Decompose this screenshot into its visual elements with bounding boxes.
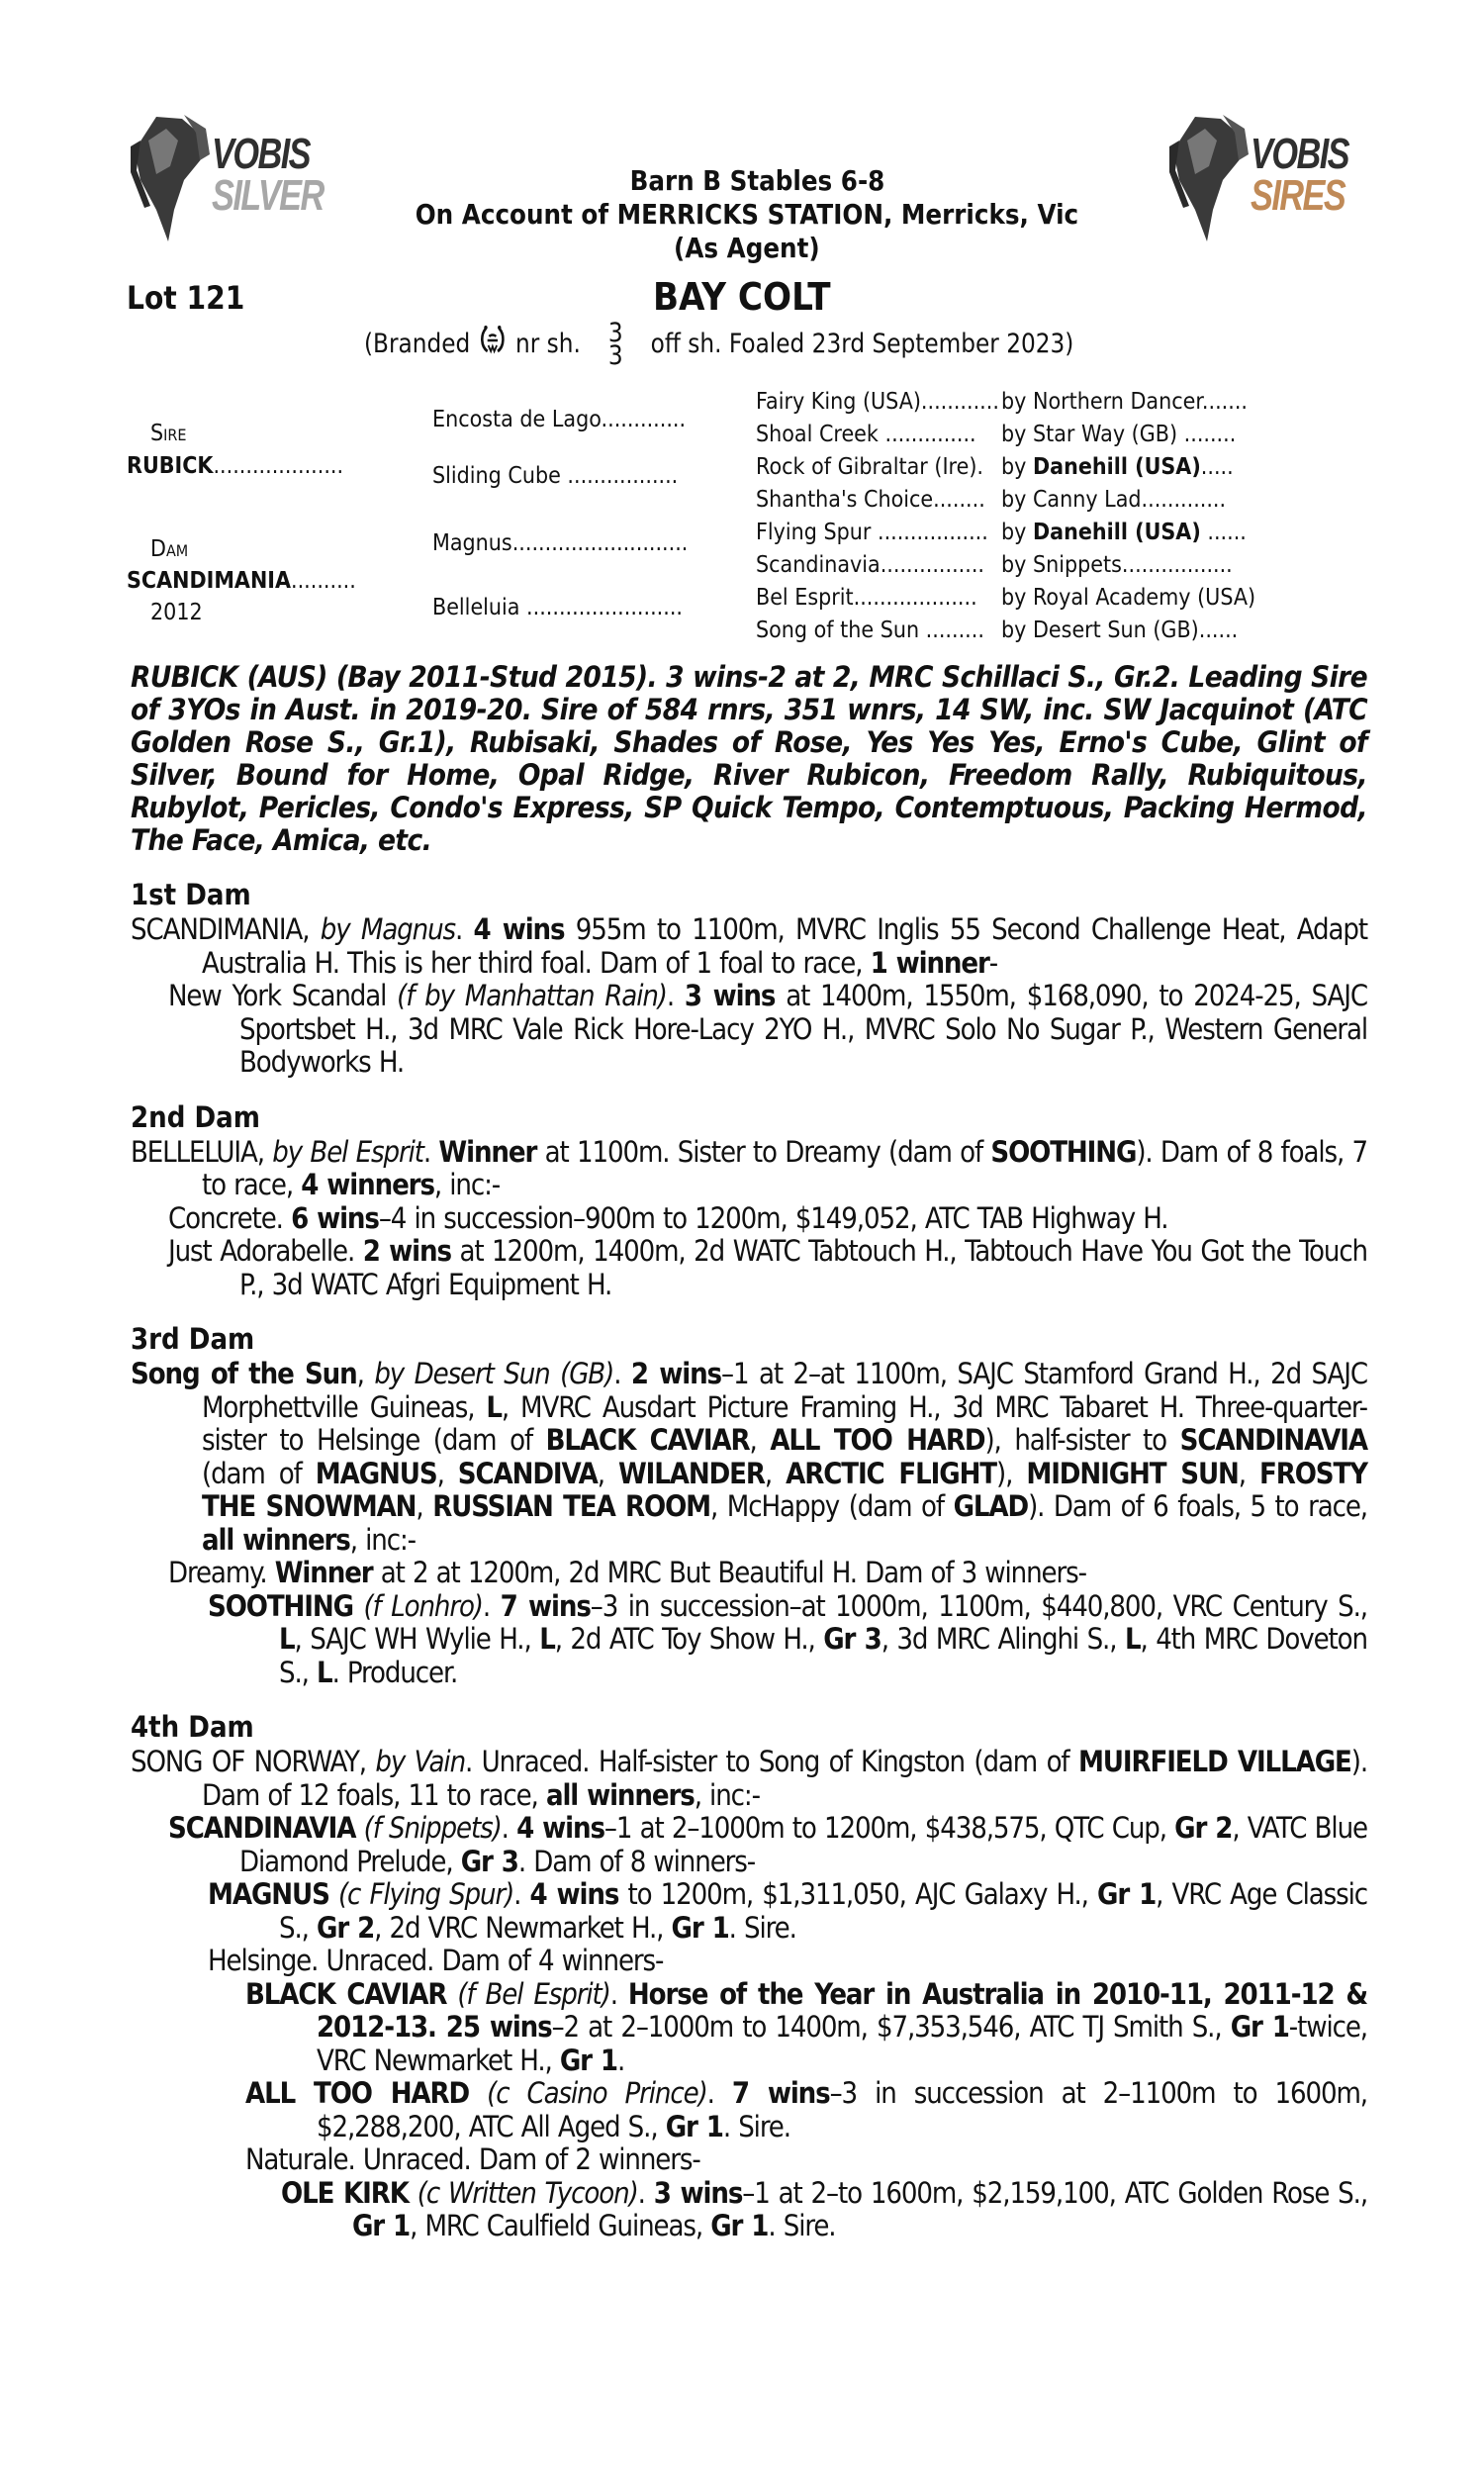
brand-off-side-and-foaled: off sh. Foaled 23rd September 2023) — [650, 329, 1074, 359]
dam-heading: 3rd Dam — [131, 1322, 255, 1356]
family-entry: MAGNUS (c Flying Spur). 4 wins to 1200m, $1,311,050, AJC Galaxy H., Gr 1, VRC Age Classic S., Gr 2, 2d VRC Newmarket H., Gr 1. Sire. — [208, 1877, 1367, 1945]
sire-of-ancestor: Danehill (USA) — [1032, 520, 1201, 545]
great-grandparent — [756, 618, 1010, 643]
great-grandparent-sire — [1001, 487, 1251, 513]
logo-right-line2: SIRES — [1251, 171, 1345, 220]
sire-of-ancestor: Star Way (GB) — [1032, 422, 1178, 447]
great-grandparent-name: Shoal Creek .............. — [756, 422, 976, 447]
vendor-note — [287, 232, 1207, 264]
dam-name-text: SCANDIMANIA — [127, 568, 292, 594]
sire-of-ancestor: Canny Lad — [1032, 487, 1142, 513]
vendor-line — [287, 198, 1207, 231]
dam-section — [131, 1101, 1367, 1302]
family-entry: Just Adorabelle. 2 wins at 1200m, 1400m, 2d WATC Tabtouch H., Tabtouch Have You Got the Touch P., 3d WATC Afgri Equipment H. — [168, 1234, 1367, 1301]
great-grandparent-name: Shantha's Choice........ — [756, 487, 985, 513]
by-prefix: by — [1001, 389, 1033, 415]
family-entry: SCANDIMANIA, by Magnus. 4 wins 955m to 1100m, MVRC Inglis 55 Second Challenge Heat, Adapt Australia H. This is her third foal. Dam of 1 foal to race, 1 winner- — [131, 912, 1367, 980]
family-entry: BELLELUIA, by Bel Esprit. Winner at 1100m. Sister to Dreamy (dam of SOOTHING). Dam of 8 foals, 7 to race, 4 winners, inc:- — [131, 1134, 1368, 1201]
leader-dots: ............. — [601, 407, 687, 432]
grandparent-name: Belleluia — [432, 595, 520, 620]
family-entry: ALL TOO HARD (c Casino Prince). 7 wins–3 in succession at 2–1100m to 1600m, $2,288,200, ATC All Aged S., Gr 1. Sire. — [245, 2076, 1367, 2143]
horse-rider-emblem-icon — [127, 111, 216, 249]
dam-section — [131, 879, 1367, 1080]
sire-of-ancestor: Danehill (USA) — [1032, 454, 1201, 480]
dam-section — [131, 1323, 1367, 1689]
sire-of-ancestor: Royal Academy (USA) — [1032, 585, 1256, 611]
great-grandparent-sire — [1001, 552, 1258, 578]
dam-heading: 2nd Dam — [131, 1099, 260, 1134]
family-entry: New York Scandal (f by Manhattan Rain). 3 wins at 1400m, 1550m, $168,090, to 2024-25, SAJC Sportsbet H., 3d MRC Vale Rick Hore-Lacy 2YO H., MVRC Solo No Sugar P., Western General Bodyworks H. — [168, 979, 1368, 1079]
logo-right-line1: VOBIS — [1251, 130, 1348, 178]
grandparent — [432, 463, 705, 489]
sire-name — [127, 453, 367, 479]
family-entry: Dreamy. Winner at 2 at 1200m, 2d MRC But Beautiful H. Dam of 3 winners- — [168, 1556, 1086, 1589]
great-grandparent-sire — [1001, 520, 1273, 545]
dam-dots: .......... — [291, 568, 356, 594]
grandparent-name: Magnus — [432, 530, 512, 556]
by-prefix: by — [1001, 520, 1033, 545]
leader-dots: ............. — [1141, 487, 1227, 513]
great-grandparent — [756, 520, 1014, 545]
great-grandparent — [756, 454, 1009, 480]
great-grandparent-name: Scandinavia................ — [756, 552, 984, 578]
family-entry: Concrete. 6 wins–4 in succession–900m to 1200m, $149,052, ATC TAB Highway H. — [168, 1200, 1168, 1235]
leader-dots: ....... — [1201, 389, 1249, 415]
logo-left-line1: VOBIS — [212, 130, 310, 178]
great-grandparent-sire — [1001, 618, 1264, 643]
great-grandparent-name: Flying Spur ................. — [756, 520, 988, 545]
catalogue-body — [131, 661, 1367, 2243]
vendor-note-text: (As Agent) — [674, 232, 820, 264]
lot-number-text: Lot 121 — [127, 279, 245, 317]
great-grandparent-sire — [1001, 454, 1259, 480]
family-entry: BLACK CAVIAR (f Bel Esprit). Horse of the Year in Australia in 2010-11, 2011-12 & 2012-13. 25 wins–2 at 2–1000m to 1400m, $7,353,546, ATC TJ Smith S., Gr 1-twice, VRC Newmarket H., Gr 1. — [245, 1976, 1368, 2077]
grandparent-name: Encosta de Lago — [432, 407, 602, 432]
leader-dots: ........................... — [511, 530, 689, 556]
great-grandparent-name: Rock of Gibraltar (Ire). — [756, 454, 984, 480]
great-grandparent — [756, 552, 1010, 578]
great-grandparent-sire — [1001, 585, 1284, 611]
family-entry: Naturale. Unraced. Dam of 2 winners- — [245, 2142, 700, 2176]
vendor-text: On Account of MERRICKS STATION, Merricks, Vic — [415, 198, 1079, 231]
sire-dots: .................... — [213, 453, 344, 479]
sire-label: Sire — [150, 421, 187, 446]
sire-of-ancestor: Snippets — [1032, 552, 1122, 578]
family-entry: SONG OF NORWAY, by Vain. Unraced. Half-sister to Song of Kingston (dam of MUIRFIELD VILLAGE). Dam of 12 foals, 11 to race, all winners, inc:- — [131, 1745, 1367, 1812]
sire-name-text: RUBICK — [127, 453, 214, 479]
great-grandparent — [756, 487, 1011, 513]
dam-year: 2012 — [150, 600, 203, 625]
great-grandparent-sire — [1001, 422, 1262, 447]
family-entry: SOOTHING (f Lonhro). 7 wins–3 in succession–at 1000m, 1100m, $440,800, VRC Century S., L, SAJC WH Wylie H., L, 2d ATC Toy Show H., Gr 3, 3d MRC Alinghi S., L, 4th MRC Doveton S., L. Producer. — [208, 1588, 1367, 1689]
leader-dots: ........ — [1177, 422, 1237, 447]
great-grandparent-sire — [1001, 389, 1275, 415]
dam-label: Dam — [150, 536, 189, 562]
dam-name — [127, 568, 382, 594]
great-grandparent-name: Fairy King (USA)............ — [756, 389, 999, 415]
leader-dots: ................. — [560, 463, 679, 489]
leader-dots: ..... — [1200, 454, 1234, 480]
great-grandparent — [756, 389, 1026, 415]
by-prefix: by — [1001, 454, 1033, 480]
horse-description-text: BAY COLT — [653, 275, 831, 319]
by-prefix: by — [1001, 585, 1033, 611]
dam-section — [131, 1711, 1367, 2243]
leader-dots: ...... — [1198, 618, 1239, 643]
brand-denominator: 3 — [607, 339, 623, 371]
great-grandparent — [756, 585, 1002, 611]
dam-sections — [131, 879, 1367, 2243]
grandparent-name: Sliding Cube — [432, 463, 561, 489]
by-prefix: by — [1001, 552, 1033, 578]
great-grandparent-name: Bel Esprit................... — [756, 585, 977, 611]
sire-of-ancestor: Desert Sun (GB) — [1032, 618, 1199, 643]
by-prefix: by — [1001, 487, 1033, 513]
brand-near-side: nr sh. — [514, 329, 581, 359]
lot-number — [127, 279, 261, 317]
great-grandparent-name: Song of the Sun ......... — [756, 618, 984, 643]
grandparent — [432, 407, 714, 432]
leader-dots: ...... — [1200, 520, 1247, 545]
family-entry: OLE KIRK (c Written Tycoon). 3 wins–1 at 2–to 1600m, $2,159,100, ATC Golden Rose S., Gr 1, MRC Caulfield Guineas, Gr 1. Sire. — [281, 2175, 1368, 2242]
grandparent — [432, 595, 710, 620]
sire-of-ancestor: Northern Dancer — [1032, 389, 1202, 415]
logo-left-line2: SILVER — [212, 171, 324, 220]
brand-prefix: (Branded — [364, 329, 471, 359]
leader-dots: ................. — [1121, 552, 1233, 578]
leader-dots: ........................ — [519, 595, 683, 620]
brand-and-foaling-line — [364, 317, 1189, 371]
family-entry: Song of the Sun, by Desert Sun (GB). 2 wins–1 at 2–at 1100m, SAJC Stamford Grand H., 2d SAJC Morphettville Guineas, L, MVRC Ausdart Picture Framing H., 3d MRC Tabaret H. Three-quarter-sister to Helsinge (dam of BLACK CAVIAR, ALL TOO HARD), half-sister to SCANDINAVIA (dam of MAGNUS, SCANDIVA, WILANDER, ARCTIC FLIGHT), MIDNIGHT SUN, FROSTY THE SNOWMAN, RUSSIAN TEA ROOM, McHappy (dam of GLAD). Dam of 6 foals, 5 to race, all winners, inc:- — [131, 1357, 1367, 1557]
by-prefix: by — [1001, 618, 1033, 643]
sire-summary: RUBICK (AUS) (Bay 2011-Stud 2015). 3 wins-2 at 2, MRC Schillaci S., Gr.2. Leading Sire of 3YOs in Aust. in 2019-20. Sire of 584 rnrs, 351 wnrs, 14 SW, inc. SW Jacquinot (ATC Golden Rose S., Gr.1), Rubisaki, Shades of Rose, Yes Yes Yes, Erno's Cube, Glint of Silver, Bound for Home, Opal Ridge, River Rubicon, Freedom Rally, Rubiquitous, Rubylot, Pericles, Condo's Express, SP Quick Tempo, Contemptuous, Packing Hermod, The Face, Amica, etc. — [131, 660, 1367, 857]
family-entry: Helsinge. Unraced. Dam of 4 winners- — [208, 1944, 664, 1977]
grandparent — [432, 530, 716, 556]
great-grandparent — [756, 422, 1000, 447]
brand-number-fraction — [607, 317, 623, 371]
stable-location-text: Barn B Stables 6-8 — [629, 164, 884, 197]
by-prefix: by — [1001, 422, 1033, 447]
stable-location — [326, 164, 1187, 197]
dam-heading: 4th Dam — [131, 1710, 254, 1744]
family-entry: SCANDINAVIA (f Snippets). 4 wins–1 at 2–1000m to 1200m, $438,575, QTC Cup, Gr 2, VATC Blue Diamond Prelude, Gr 3. Dam of 8 winners- — [168, 1811, 1367, 1878]
dam-heading: 1st Dam — [131, 878, 251, 911]
horseshoe-brand-icon — [481, 325, 505, 361]
brand-numerator: 3 — [607, 317, 623, 348]
horse-description — [495, 275, 989, 319]
